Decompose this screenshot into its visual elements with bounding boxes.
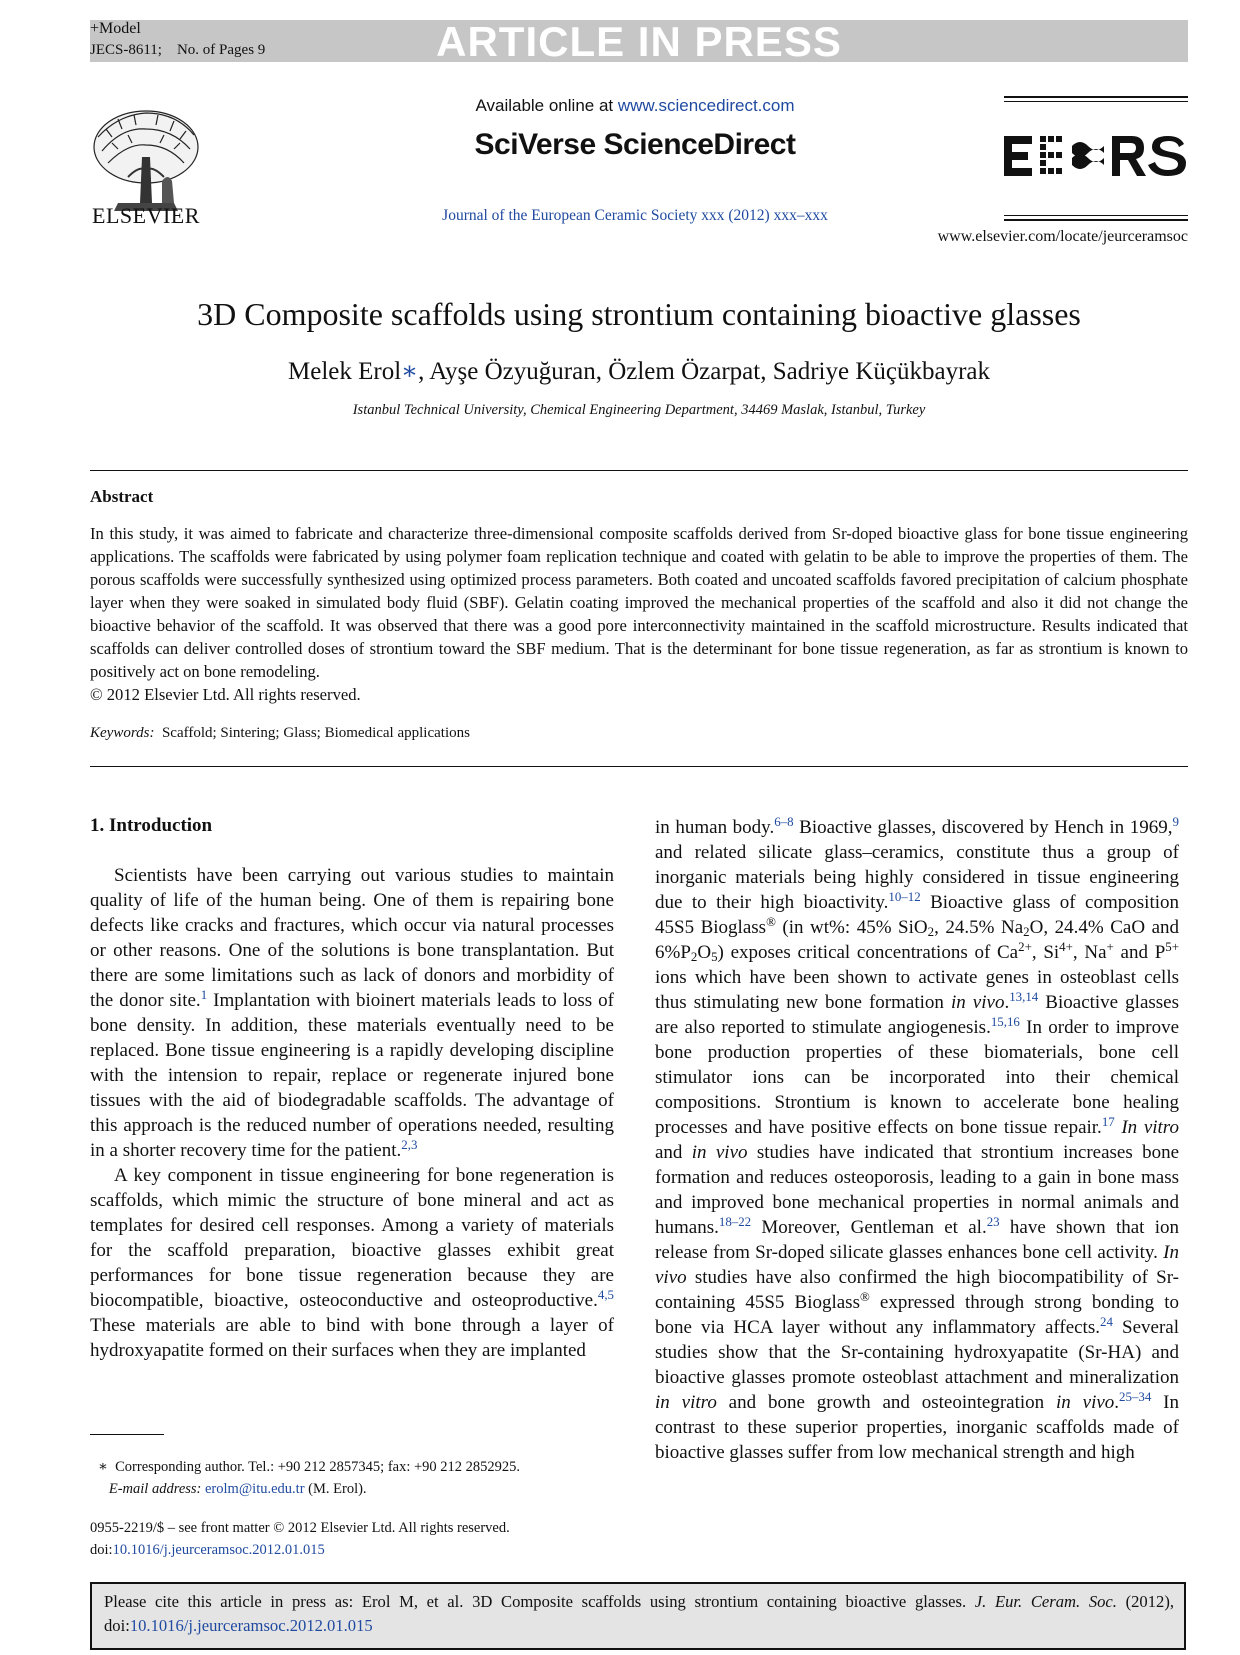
text-run: studies have indicated that strontium increases bone formation and reduces osteoporosis, leading to a gain in bone mass and improved bone mechanical properties in normal animals and humans. — [655, 1142, 1179, 1238]
ion-charge: 4+ — [1059, 938, 1073, 954]
reference-link[interactable]: 9 — [1172, 813, 1179, 829]
footnote-rule — [90, 1434, 164, 1435]
abstract-text: In this study, it was aimed to fabricate and characterize three-dimensional composite scaffolds derived from Sr-doped bioactive glass for bone tissue engineering applications. The scaffolds were fabricated by using polymer foam replication technique and coated with gelatin to be able to improve the properties of them. The porous scaffolds were successfully synthesized using optimized process parameters. Both coated and uncoated scaffolds favored precipitation of calcium phosphate layer when they were soaked in simulated body fluid (SBF). Gelatin coating improved the mechanical properties of the scaffold and also it did not change the bioactive behavior of the scaffold. It was observed that there was a good pore interconnectivity maintained in the scaffold microstructure. Results indicated that scaffolds can deliver controlled doses of strontium toward the SBF medium. That is the determinant for bone tissue regeneration, as far as strontium is known to positively act on bone remodeling. — [90, 524, 1188, 681]
text-run: ) exposes critical concentrations of Ca — [717, 942, 1019, 963]
logo-rule-top-thin — [1004, 101, 1188, 102]
text-run: in human body. — [655, 817, 775, 838]
logo-rule-bottom — [1004, 219, 1188, 221]
text-run: expressed through strong bonding to bone via HCA layer without any inflammatory affects. — [655, 1292, 1179, 1338]
text-run: These materials are able to bind with bone through a layer of hydroxyapatite formed on their surfaces when they are implanted — [90, 1315, 614, 1361]
keywords-list: Scaffold; Sintering; Glass; Biomedical applications — [161, 725, 470, 741]
body-column-left — [90, 863, 614, 1363]
affiliation: Istanbul Technical University, Chemical Engineering Department, 34469 Maslak, Istanbul, Turkey — [352, 402, 926, 418]
model-label: +Model — [90, 20, 141, 37]
intro-paragraph-1 — [90, 863, 614, 1163]
logo-rule-bottom-thin — [1004, 215, 1188, 216]
italic-run: in vivo — [1056, 1392, 1115, 1413]
italic-run: In vitro — [1121, 1117, 1179, 1138]
footnote-marker: ∗ — [98, 1459, 108, 1475]
reference-link[interactable]: 6–8 — [774, 813, 794, 829]
text-run: and — [655, 1142, 692, 1163]
text-run: In order to improve bone production properties of these biomaterials, bone cell stimulator ions can be incorporated into their chemical compositions. Strontium is known to accelerate bone healing processes and have positive effects on bone tissue repair. — [655, 1017, 1179, 1138]
text-run: , Si — [1031, 942, 1060, 963]
banner-title: ARTICLE IN PRESS — [436, 18, 842, 65]
reference-link[interactable]: 18–22 — [718, 1213, 752, 1229]
reference-link[interactable]: 4,5 — [597, 1286, 614, 1302]
text-run: ions which have been shown to activate genes in osteoblast cells thus stimulating new bone formation — [655, 967, 1179, 1013]
intro-paragraph-2 — [90, 1163, 614, 1363]
page-count: No. of Pages 9 — [176, 42, 266, 58]
reference-link[interactable]: 17 — [1101, 1113, 1115, 1129]
citation-text — [104, 1590, 1174, 1638]
text-run: , 24.5% Na — [934, 917, 1024, 938]
reference-link[interactable]: 13,14 — [1009, 988, 1039, 1004]
text-run: and related silicate glass–ceramics, constitute thus a group of inorganic materials being highly considered in tissue engineering due to their high bioactivity. — [655, 842, 1179, 913]
author-list — [90, 356, 1188, 386]
email-label: E-mail address: — [108, 1481, 202, 1497]
available-online — [380, 96, 890, 116]
journal-homepage[interactable]: www.elsevier.com/locate/jeurceramsoc — [937, 228, 1188, 245]
divider-top — [90, 470, 1188, 471]
front-matter-text: 0955-2219/$ – see front matter © 2012 Elsevier Ltd. All rights reserved. — [90, 1520, 510, 1536]
citation-prefix: Please cite this article in press as: Erol M, et al. 3D Composite scaffolds using strontium containing bioactive glasses. — [104, 1592, 975, 1611]
ion-charge: + — [1106, 938, 1114, 954]
abstract-heading: Abstract — [90, 487, 154, 506]
text-run: and P — [1113, 942, 1166, 963]
corresponding-author-footnote — [98, 1456, 618, 1500]
doi-link[interactable]: 10.1016/j.jeurceramsoc.2012.01.015 — [112, 1542, 325, 1558]
reference-link[interactable]: 2,3 — [401, 1136, 418, 1152]
ecers-society-logo-icon — [1004, 126, 1188, 186]
reference-link[interactable]: 23 — [986, 1213, 1000, 1229]
journal-link[interactable]: Journal of the European Ceramic Society xxx (2012) xxx–xxx — [442, 207, 828, 224]
subscript: 5 — [711, 949, 718, 965]
reference-link[interactable]: 24 — [1099, 1313, 1113, 1329]
other-authors: , Ayşe Özyuğuran, Özlem Özarpat, Sadriye Küçükbayrak — [418, 358, 990, 385]
text-run: Bioactive glasses, discovered by Hench in 1969, — [793, 817, 1173, 838]
section-heading-introduction: 1. Introduction — [90, 815, 213, 836]
text-run: (in wt%: 45% SiO — [775, 917, 928, 938]
subscript: 2 — [690, 949, 698, 965]
italic-run: in vitro — [655, 1392, 717, 1413]
ion-charge: 5+ — [1165, 938, 1180, 954]
intro-paragraph-continued — [655, 815, 1179, 1465]
citation-journal: J. Eur. Ceram. Soc. — [974, 1592, 1117, 1611]
text-run: A key component in tissue engineering for bone regeneration is scaffolds, which mimic the structure of bone mineral and act as templates for desired cell responses. Among a variety of materials for the scaffold preparation, bioactive glasses exhibit great performances for bone tissue regeneration because they are biocompatible, bioactive, osteoconductive and osteoproductive. — [90, 1165, 614, 1311]
text-run: . — [1004, 992, 1010, 1013]
abstract-copyright: © 2012 Elsevier Ltd. All rights reserved. — [90, 685, 361, 704]
text-run: Several studies show that the Sr-containing hydroxyapatite (Sr-HA) and bioactive glasses promote osteoblast attachment and mineralization — [655, 1317, 1179, 1388]
citation-year: (2012), doi: — [104, 1592, 1174, 1635]
first-author: Melek Erol — [288, 358, 402, 385]
article-title: 3D Composite scaffolds using strontium containing bioactive glasses — [197, 296, 1081, 332]
doi-label: doi: — [90, 1542, 113, 1558]
keywords-label: Keywords: — [90, 725, 155, 741]
corresponding-author-marker[interactable]: ∗ — [401, 358, 419, 385]
contact-details: Corresponding author. Tel.: +90 212 2857345; fax: +90 212 2852925. — [115, 1459, 521, 1475]
subscript: 2 — [1023, 924, 1030, 940]
text-run: Scientists have been carrying out various studies to maintain quality of life of the human being. One of them is repairing bone defects like cracks and fractures, which occur via natural processes or other reasons. One of the solutions is bone transplantation. But there are some limitations such as lack of donors and morbidity of the donor site. — [90, 865, 614, 1011]
text-run: and bone growth and osteointegration — [716, 1392, 1057, 1413]
sciencedirect-link[interactable]: www.sciencedirect.com — [617, 96, 795, 115]
sciverse-brand: SciVerse ScienceDirect — [474, 128, 796, 161]
front-matter — [90, 1517, 690, 1561]
article-ref-code: JECS-8611; — [90, 42, 162, 58]
text-run: O, 24.4% CaO and 6%P — [655, 917, 1180, 963]
available-prefix: Available online at — [475, 96, 618, 115]
text-run: , Na — [1072, 942, 1107, 963]
divider-bottom — [90, 766, 1188, 767]
reference-link[interactable]: 15,16 — [990, 1013, 1020, 1029]
reference-link[interactable]: 10–12 — [888, 888, 921, 904]
text-run: Moreover, Gentleman et al. — [751, 1217, 987, 1238]
italic-run: in vivo — [950, 992, 1005, 1013]
text-run: . — [1114, 1392, 1120, 1413]
email-suffix: (M. Erol). — [304, 1481, 367, 1497]
text-run: have shown that ion release from Sr-doped silicate glasses enhances bone cell activity. — [655, 1217, 1179, 1263]
text-run: In contrast to these superior properties, inorganic scaffolds made of bioactive glasses suffer from low mechanical strength and high — [655, 1392, 1179, 1463]
publisher-name: ELSEVIER — [92, 203, 200, 228]
reference-link[interactable]: 1 — [200, 986, 208, 1002]
text-run: O — [697, 942, 712, 963]
body-column-right — [655, 815, 1179, 1465]
logo-rule-top — [1004, 96, 1188, 98]
text-run: Bioactive glasses are also reported to stimulate angiogenesis. — [655, 992, 1179, 1038]
ion-charge: 2+ — [1018, 938, 1032, 954]
text-run: Bioactive glass of composition 45S5 Bioglass — [655, 892, 1179, 938]
text-run: Implantation with bioinert materials leads to loss of bone density. In addition, these materials eventually need to be replaced. Bone tissue engineering is a rapidly developing discipline with the intension to repair, replace or regenerate injured bone tissues with the aid of biodegradable scaffolds. The advantage of this approach is the reduced number of operations needed, resulting in a shorter recovery time for the patient. — [90, 990, 614, 1161]
registered-mark: ® — [859, 1288, 870, 1304]
italic-run: In vivo — [655, 1242, 1179, 1288]
reference-link[interactable]: 25–34 — [1119, 1388, 1152, 1404]
text-run: studies have also confirmed the high biocompatibility of Sr-containing 45S5 Bioglass — [655, 1267, 1179, 1313]
registered-mark: ® — [766, 913, 776, 929]
italic-run: in vivo — [691, 1142, 748, 1163]
subscript: 2 — [927, 924, 935, 940]
keywords — [90, 725, 470, 742]
citation-doi-link[interactable]: 10.1016/j.jeurceramsoc.2012.01.015 — [129, 1616, 373, 1635]
article-reference — [90, 41, 265, 59]
email-link[interactable]: erolm@itu.edu.tr — [205, 1481, 305, 1497]
